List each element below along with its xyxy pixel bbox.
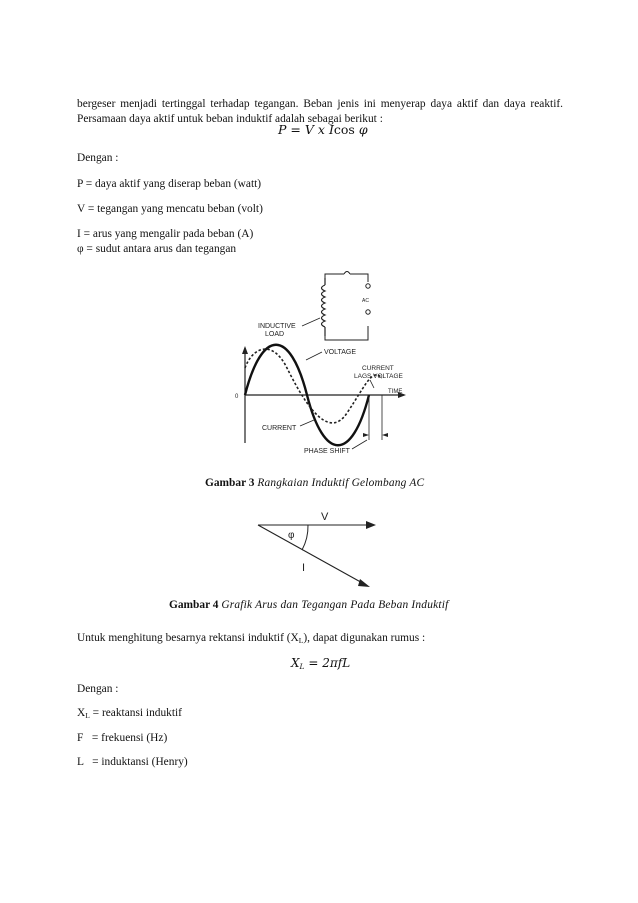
current-lags-pointer <box>370 380 374 388</box>
figure-inductive-ac-waveform <box>232 268 418 468</box>
dengan-label-2: Dengan : <box>77 683 119 695</box>
figure-phasor-diagram <box>254 505 384 595</box>
def-xl-sym: X <box>77 707 86 719</box>
ac-label: AC <box>362 298 369 304</box>
eq-cos: cos <box>333 122 355 137</box>
zero-label: 0 <box>235 394 239 400</box>
def-xl-text: = reaktansi induktif <box>89 707 182 719</box>
caption-4-text: Grafik Arus dan Tegangan Pada Beban Induktif <box>221 599 449 611</box>
current-label: CURRENT <box>262 425 297 432</box>
current-lags-label-2: LAGS VOLTAGE <box>354 373 403 380</box>
eq-equals: = <box>290 122 301 137</box>
phasor-v-label: V <box>321 511 329 523</box>
ac-terminal-top <box>366 284 370 288</box>
current-waveform <box>245 349 382 423</box>
phase-arrow-left <box>363 433 369 437</box>
definition-xl <box>77 706 182 723</box>
caption-4-label: Gambar 4 <box>169 599 219 611</box>
eq-x: x <box>317 122 325 137</box>
def-f-sym: F <box>77 732 84 744</box>
phasor-phi-label: φ <box>288 530 295 541</box>
eq2-sub: L <box>299 662 305 671</box>
phase-shift-pointer <box>352 440 367 449</box>
current-pointer <box>300 420 314 426</box>
inductive-label: INDUCTIVE <box>258 323 296 330</box>
eq2-x: X <box>291 656 300 670</box>
eq2-rhs: = 2πfL <box>308 656 351 670</box>
eq-v: V <box>304 122 314 137</box>
definition-p: P = daya aktif yang diserap beban (watt) <box>77 178 262 190</box>
load-label: LOAD <box>265 331 285 338</box>
caption-3-text: Rangkaian Induktif Gelombang AC <box>257 477 425 489</box>
active-power-equation <box>278 122 368 137</box>
reactance-text-before: Untuk menghitung besarnya rektansi induktif (X <box>77 632 299 644</box>
def-l-text: = induktansi (Henry) <box>83 756 188 768</box>
voltage-phasor-arrow <box>366 521 376 529</box>
caption-figure-3 <box>205 477 424 489</box>
phase-shift-label: PHASE SHIFT <box>304 448 350 455</box>
def-l-sym: L <box>77 756 84 768</box>
caption-3-label: Gambar 3 <box>205 477 255 489</box>
time-label: TIME <box>388 389 403 395</box>
current-phasor <box>258 525 366 585</box>
voltage-pointer <box>306 352 322 360</box>
phasor-i-label: I <box>302 562 306 574</box>
phase-angle-arc <box>302 525 308 550</box>
inductor-coil-icon <box>322 278 326 336</box>
eq-i: I <box>328 122 334 137</box>
circuit-wires <box>325 272 368 341</box>
definition-phi: φ = sudut antara arus dan tegangan <box>77 243 237 255</box>
definition-f <box>77 731 167 745</box>
reactance-subscript: L <box>298 636 304 645</box>
voltage-label: VOLTAGE <box>324 349 357 356</box>
current-lags-label-1: CURRENT <box>362 365 394 372</box>
inductor-pointer <box>302 318 320 326</box>
current-phasor-arrow <box>358 579 370 587</box>
definition-v: V = tegangan yang mencatu beban (volt) <box>77 203 263 215</box>
eq-p: P <box>278 122 287 137</box>
def-xl-sub: L <box>85 711 90 720</box>
definition-i: I = arus yang mengalir pada beban (A) <box>77 228 254 240</box>
reactance-equation <box>291 656 350 671</box>
def-f-text: = frekuensi (Hz) <box>83 732 168 744</box>
vertical-axis-arrow <box>242 346 248 354</box>
reactance-text-after: ), dapat digunakan rumus : <box>303 632 426 644</box>
caption-figure-4 <box>169 599 448 611</box>
paragraph-intro: bergeser menjadi tertinggal terhadap tegangan. Beban jenis ini menyerap daya aktif dan daya reaktif. Persamaan daya aktif untuk beban induktif adalah sebagai berikut : <box>77 98 563 125</box>
eq-phi: φ <box>358 122 368 137</box>
phase-arrow-right <box>382 433 388 437</box>
ac-terminal-bottom <box>366 310 370 314</box>
definition-l <box>77 755 188 769</box>
paragraph-reactance <box>77 631 425 648</box>
dengan-label-1: Dengan : <box>77 152 119 164</box>
